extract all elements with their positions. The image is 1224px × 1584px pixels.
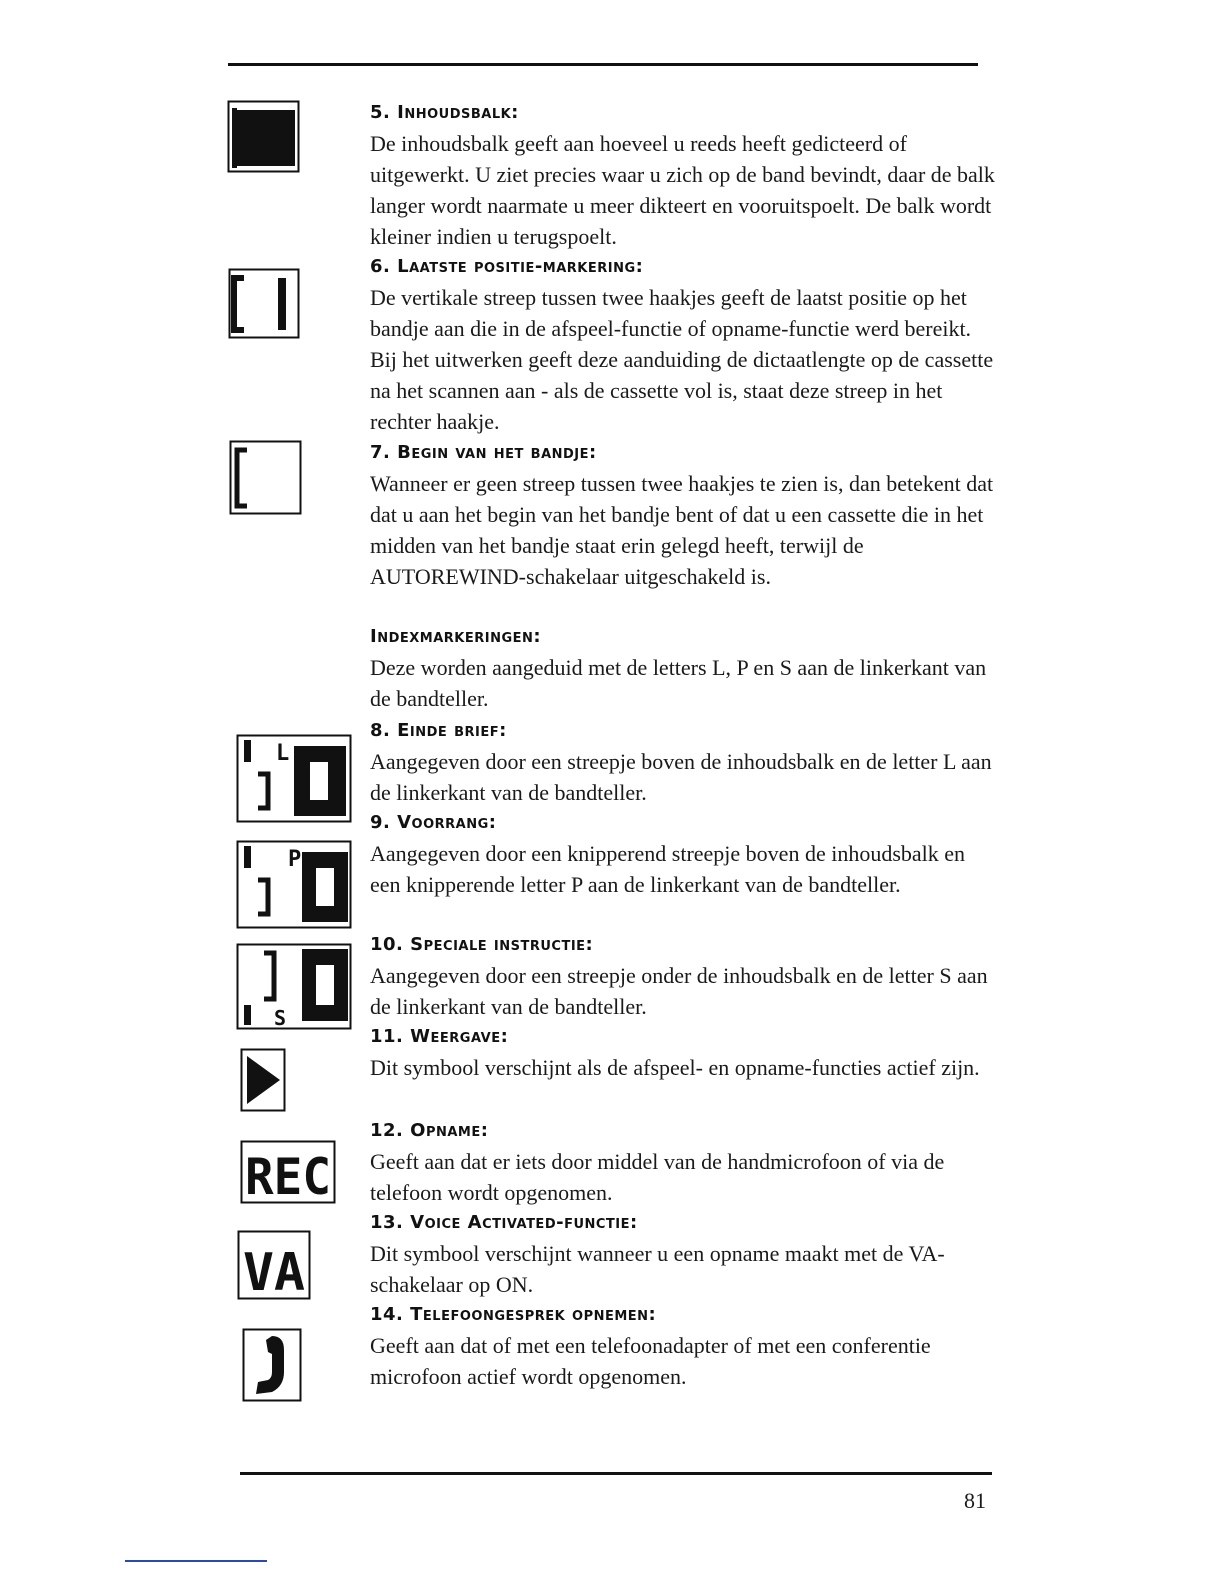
body: Aangegeven door een streepje boven de inhoudsbalk en de letter L aan de linkerkant van de bandteller. (370, 749, 992, 805)
p-letter: P (288, 847, 302, 872)
footer-line (125, 1560, 267, 1562)
body: Wanneer er geen streep tussen twee haakjes te zien is, dan betekent dat dat u aan het begin van het bandje bent of dat u een cassette die in het midden van het bandje staat erin gelegd heeft, terwijl de AUTOREWIND-schakelaar uitgeschakeld is. (370, 471, 994, 589)
s-letter: S (274, 1006, 287, 1030)
body: Geeft aan dat of met een telefoonadapter of met een conferentie microfoon actief wordt opgenomen. (370, 1333, 931, 1389)
section-14 (370, 1302, 1000, 1392)
heading: 6. Laatste positie-markering: (370, 256, 644, 277)
body: Dit symbool verschijnt als de afspeel- en opname-functies actief zijn. (370, 1055, 980, 1080)
section-8 (370, 718, 1000, 808)
record-icon (240, 1140, 336, 1204)
body: Dit symbool verschijnt wanneer u een opname maakt met de VA-schakelaar op ON. (370, 1241, 945, 1297)
body: De vertikale streep tussen twee haakjes geeft de laatst positie op het bandje aan die in de afspeel-functie of opname-functie werd bereikt. Bij het uitwerken geeft deze aanduiding de dictaatlengte op de cassette na het scannen aan - als de cassette vol is, staat deze streep in het rechter haakje. (370, 285, 994, 434)
special-instruction-icon (236, 943, 352, 1031)
content-bar-icon (227, 100, 301, 174)
rec-label: REC (245, 1148, 331, 1204)
heading: 12. Opname: (370, 1120, 489, 1141)
heading: 14. Telefoongesprek opnemen: (370, 1304, 657, 1325)
tape-begin-icon (229, 440, 303, 516)
section-5 (370, 100, 1000, 252)
heading: 9. Voorrang: (370, 812, 497, 833)
page-number: 81 (964, 1488, 986, 1513)
section-10 (370, 932, 1000, 1022)
section-13 (370, 1210, 1000, 1300)
section-11 (370, 1024, 1000, 1083)
heading: Indexmarkeringen: (370, 626, 542, 647)
voice-activated-icon (237, 1230, 311, 1300)
body: Aangegeven door een streepje onder de inhoudsbalk en de letter S aan de linkerkant van de bandteller. (370, 963, 988, 1019)
body: De inhoudsbalk geeft aan hoeveel u reeds heeft gedicteerd of uitgewerkt. U ziet precies waar u zich op de band bevindt, daar de balk langer wordt naarmate u meer dikteert en vooruitspoelt. De balk wordt kleiner indien u terugspoelt. (370, 131, 995, 249)
bottom-rule (240, 1472, 992, 1475)
heading: 11. Weergave: (370, 1026, 509, 1047)
l-letter: L (276, 741, 290, 766)
section-6 (370, 254, 1000, 437)
top-rule (228, 63, 978, 66)
body: Deze worden aangeduid met de letters L, P en S aan de linkerkant van de bandteller. (370, 655, 987, 711)
play-icon (240, 1048, 286, 1112)
heading: 10. Speciale instructie: (370, 934, 594, 955)
section-9 (370, 810, 1000, 900)
last-position-marker-icon (228, 268, 301, 340)
body: Geeft aan dat er iets door middel van de handmicrofoon of via de telefoon wordt opgenomen. (370, 1149, 945, 1205)
heading: 5. Inhoudsbalk: (370, 102, 519, 123)
body: Aangegeven door een knipperend streepje boven de inhoudsbalk en een knipperende letter P aan de linkerkant van de bandteller. (370, 841, 966, 897)
section-7 (370, 440, 1000, 592)
section-index-markers (370, 624, 1000, 714)
end-of-letter-icon (236, 734, 352, 824)
section-12 (370, 1118, 1000, 1208)
heading: 8. Einde brief: (370, 720, 507, 741)
priority-icon (236, 840, 352, 930)
va-label: VA (243, 1243, 305, 1300)
phone-icon (242, 1328, 302, 1402)
heading: 7. Begin van het bandje: (370, 442, 597, 463)
heading: 13. Voice Activated-functie: (370, 1212, 638, 1233)
